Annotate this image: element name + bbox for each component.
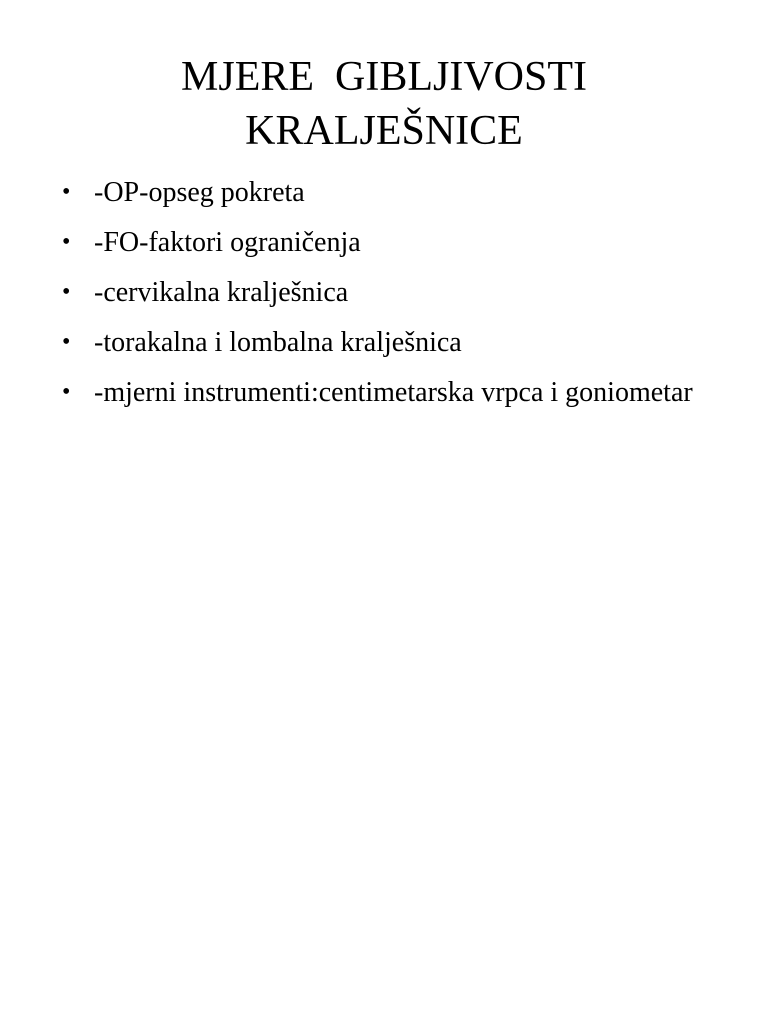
slide-title (0, 50, 768, 158)
bullet-dot-icon: • (62, 329, 71, 355)
bullet-list (62, 176, 722, 426)
bullet-text: -OP-opseg pokreta (94, 177, 305, 208)
bullet-item-thoracic-lumbar (62, 326, 722, 359)
bullet-item-op (62, 176, 722, 209)
bullet-text: -mjerni instrumenti:centimetarska vrpca i goniometar (94, 377, 693, 408)
bullet-item-instruments (62, 376, 722, 409)
bullet-dot-icon: • (62, 379, 71, 405)
bullet-dot-icon: • (62, 229, 71, 255)
bullet-item-cervical (62, 276, 722, 309)
bullet-dot-icon: • (62, 179, 71, 205)
bullet-text: -cervikalna kralješnica (94, 277, 349, 308)
bullet-dot-icon: • (62, 279, 71, 305)
bullet-text: -torakalna i lombalna kralješnica (94, 327, 462, 358)
bullet-item-fo (62, 226, 722, 259)
title-line-1: MJERE GIBLJIVOSTI (181, 54, 587, 100)
title-line-2: KRALJEŠNICE (245, 108, 523, 154)
bullet-text: -FO-faktori ograničenja (94, 227, 361, 258)
